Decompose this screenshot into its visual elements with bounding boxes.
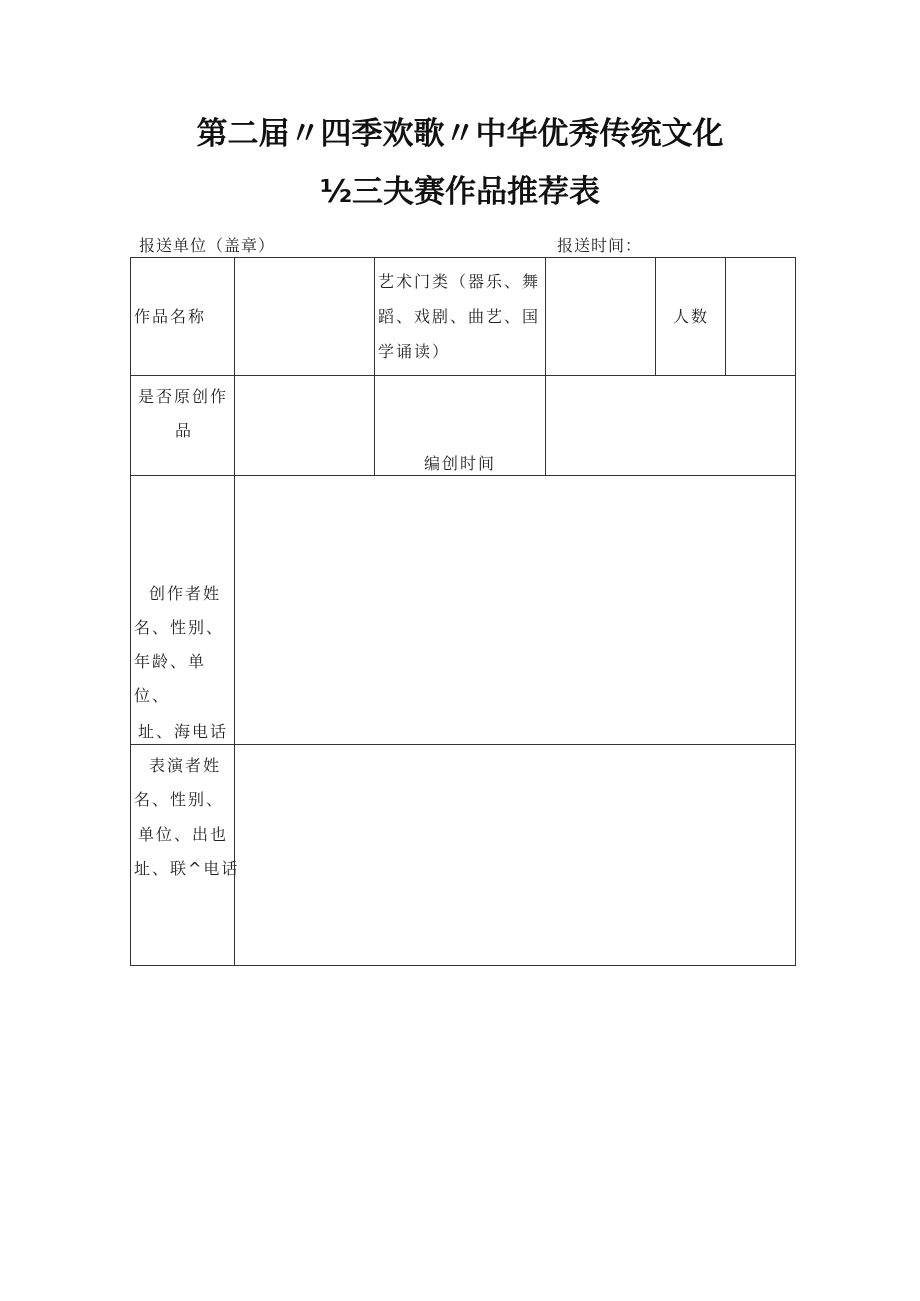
table-row-divider — [130, 744, 796, 745]
creator-info-label-line2: 名、性别、 — [134, 618, 225, 637]
table-column-divider — [545, 257, 546, 476]
submitting-unit-label: 报送单位（盖章） — [139, 236, 276, 255]
table-column-divider — [374, 257, 375, 476]
work-name-label: 作品名称 — [134, 307, 207, 326]
original-work-label-line2: 品 — [175, 421, 194, 440]
art-category-label-line1: 艺术门类（器乐、舞 — [378, 272, 541, 291]
headcount-label: 人数 — [673, 307, 710, 326]
performer-info-label-line4: 址、联^电话 — [134, 859, 240, 878]
creator-info-label-line5: 址、海电话 — [138, 722, 229, 741]
original-work-label-line1: 是否原创作 — [138, 387, 229, 406]
performer-info-label-line1: 表演者姓 — [149, 756, 222, 775]
table-border-top — [130, 257, 796, 258]
table-column-divider — [725, 257, 726, 376]
creator-info-label-line3: 年龄、单 — [134, 652, 207, 671]
table-border-bottom — [130, 965, 796, 966]
submission-time-label: 报送时间： — [557, 236, 643, 255]
page-subtitle: ½三夬赛作品推荐表 — [319, 174, 601, 210]
performer-info-label-line2: 名、性别、 — [134, 790, 225, 809]
page-title: 第二届〃四季欢歌〃中华优秀传统文化 — [196, 116, 724, 152]
table-border-right — [795, 257, 796, 966]
art-category-label-line3: 学诵读） — [378, 342, 451, 361]
art-category-label-line2: 蹈、戏剧、曲艺、国 — [378, 307, 541, 326]
table-column-divider — [655, 257, 656, 376]
table-border-left — [130, 257, 131, 966]
creation-time-label: 编创时间 — [424, 454, 497, 473]
creator-info-label-line4: 位、 — [134, 686, 171, 705]
table-row-divider — [130, 375, 796, 376]
performer-info-label-line3: 单位、出也 — [138, 825, 229, 844]
creator-info-label-line1: 创作者姓 — [149, 584, 222, 603]
